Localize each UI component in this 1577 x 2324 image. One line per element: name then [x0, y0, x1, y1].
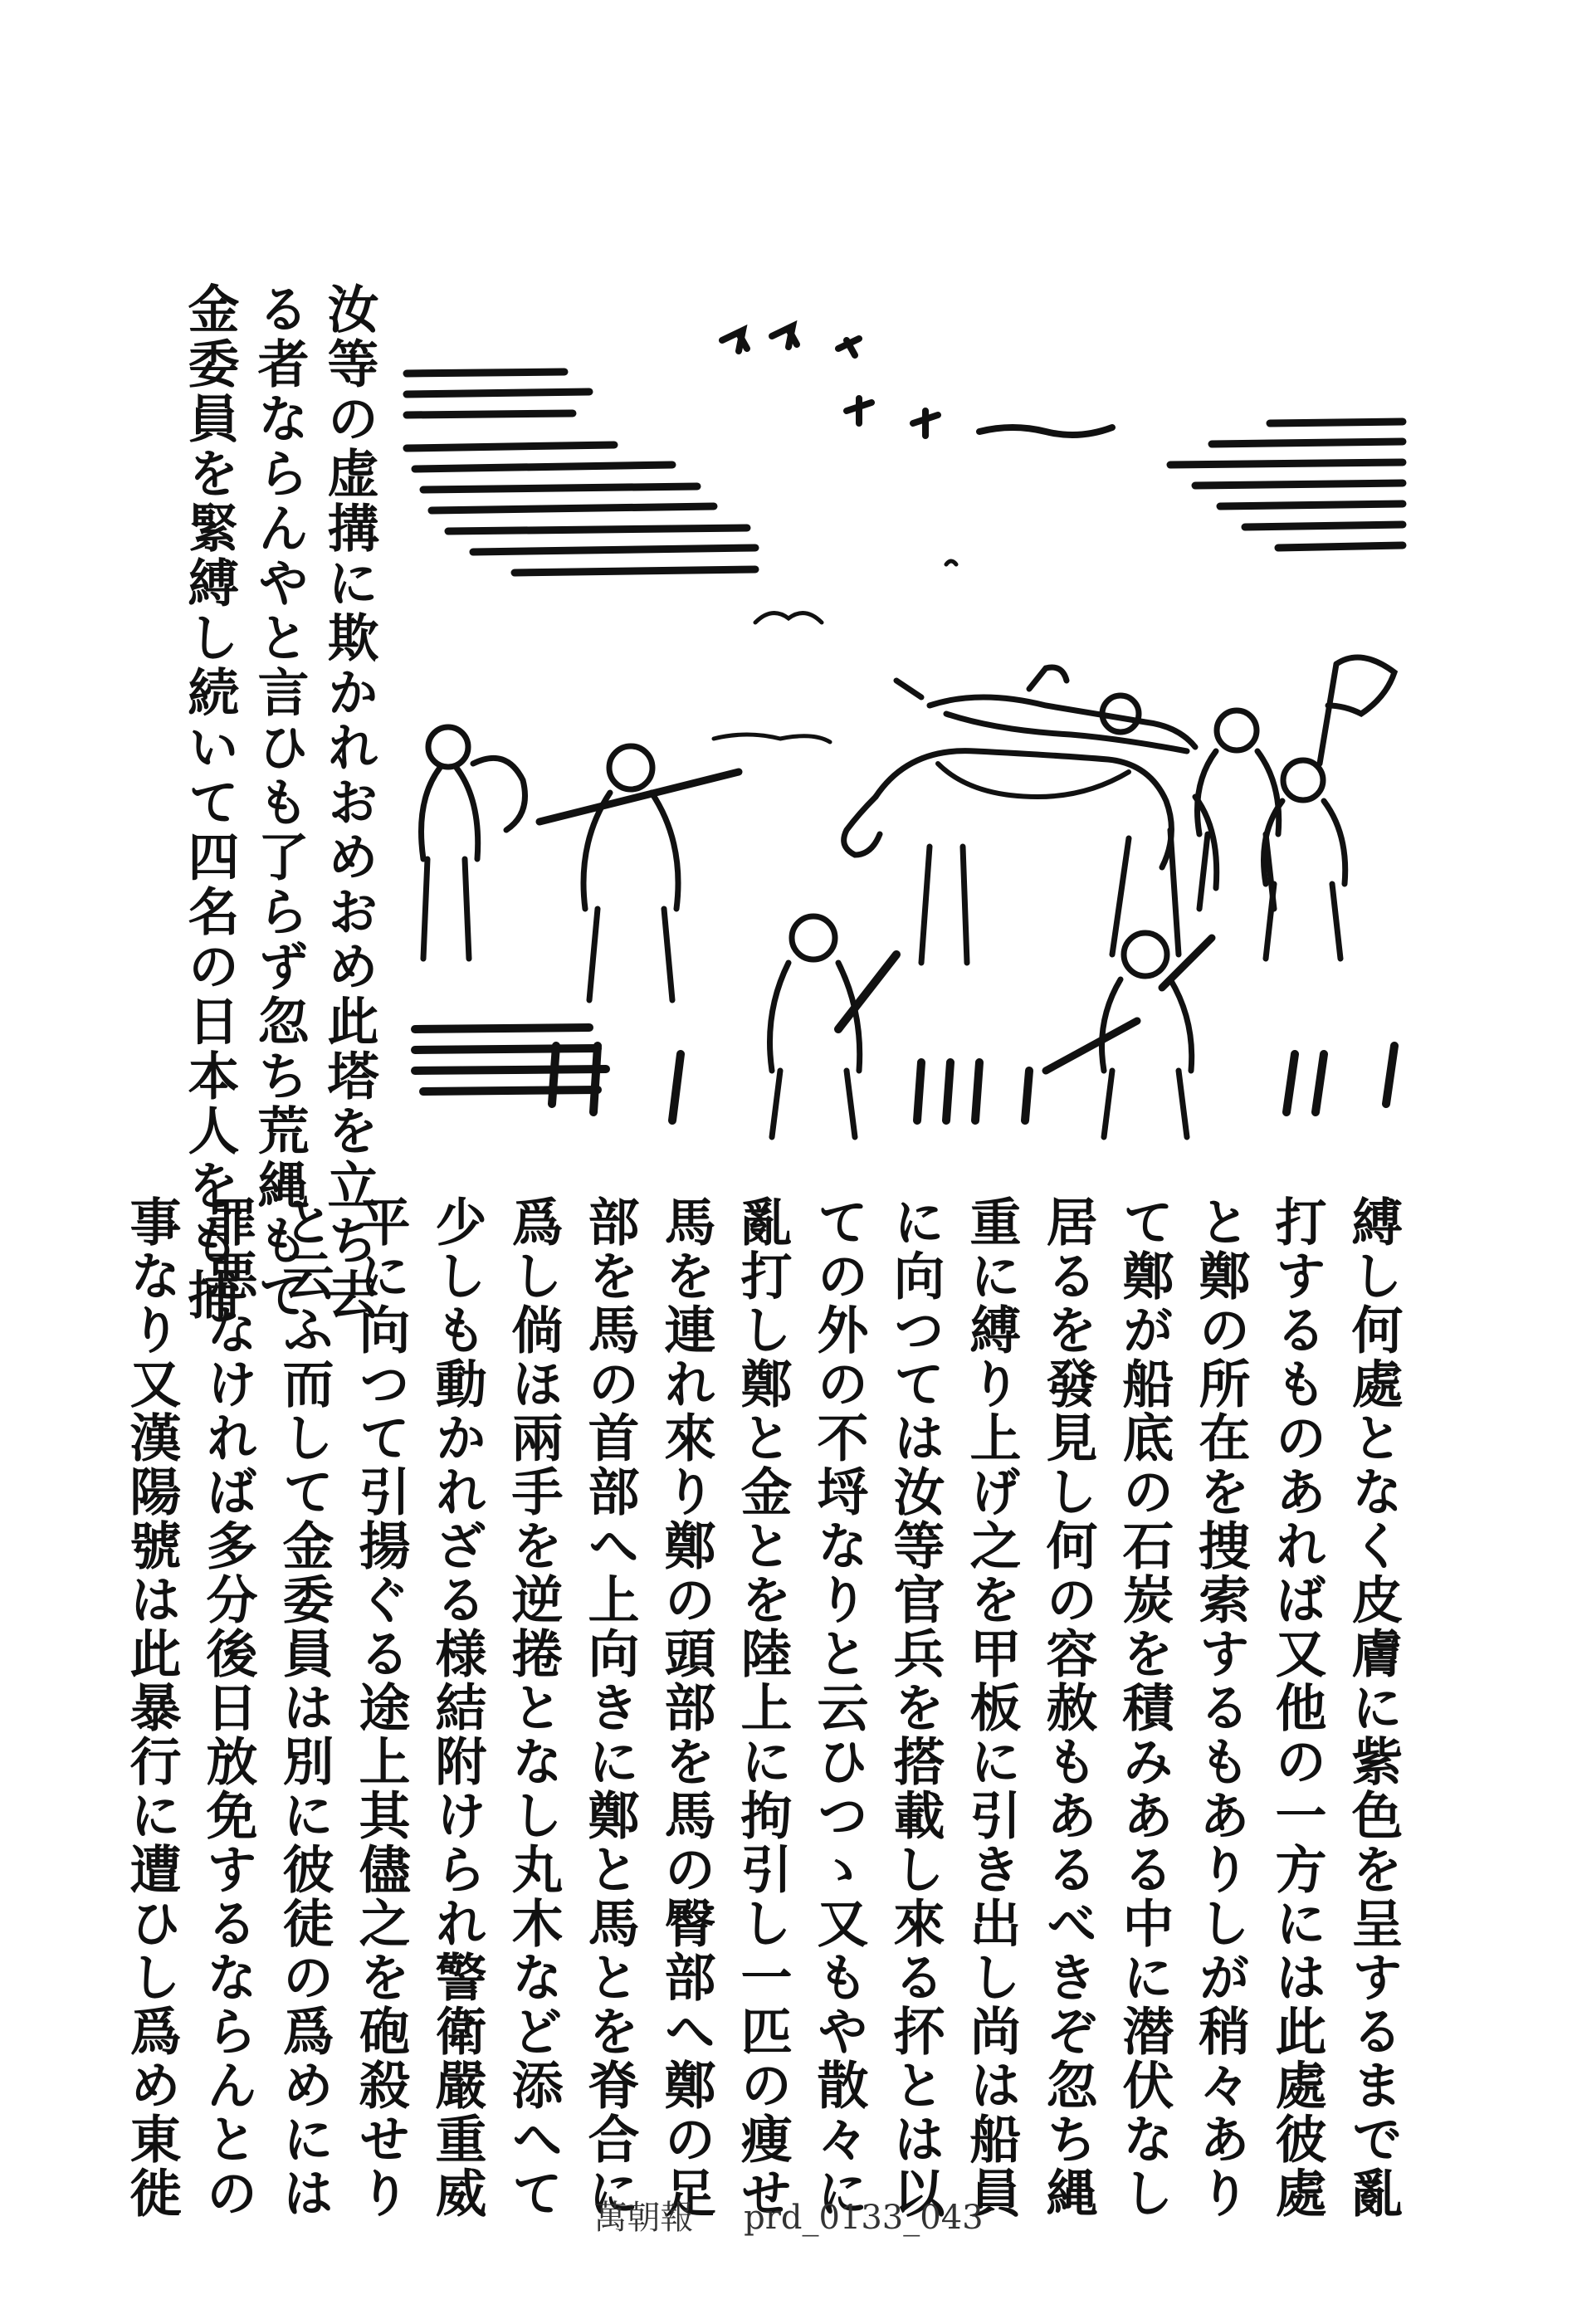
main-text-line: 重に縛り上げ之を甲板に引き出し尚は船員 — [961, 1195, 1022, 2220]
main-text-line: 罪悪なければ多分後日放免するならんとの — [198, 1195, 258, 2220]
main-text-line: 馬を連れ來り鄭の頭部を馬の臀部へ鄭の足 — [656, 1195, 716, 2220]
main-text-line: 打するものあれば又他の一方には此處彼處 — [1267, 1195, 1327, 2220]
ground-marks — [415, 1028, 1394, 1120]
main-text-line: に向つては汝等官兵を搭載し來る抔とは以 — [885, 1195, 945, 2220]
distant-marks — [714, 561, 956, 742]
main-text-line: て鄭が船底の石炭を積みある中に潜伏なし — [1114, 1195, 1174, 2220]
upper-text-line-2: る者ならんやと言ひも了らず忽ち荒縄もて — [249, 282, 310, 1323]
sky-streaks-left — [407, 372, 755, 573]
bound-figure — [896, 667, 1195, 751]
sky-streaks-right — [1170, 422, 1403, 548]
footer-caption — [0, 2191, 1577, 2239]
main-text-line: と云ふ而して金委員は別に彼徒の爲めには — [274, 1195, 334, 2220]
figure-center-rifle — [770, 916, 897, 1137]
main-text-line: 事なり又漢陽號は此暴行に遭ひし爲め東徙 — [121, 1195, 182, 2220]
publication-name: 萬朝報 — [593, 2199, 694, 2237]
main-text-line: 亂打し鄭と金とを陸上に拘引し一匹の痩せ — [732, 1195, 793, 2220]
horse — [844, 751, 1217, 963]
birds — [722, 326, 1112, 436]
main-text-line: と鄭の所在を捜索するもありしが稍々あり — [1190, 1195, 1251, 2220]
page-code: prd_0133_043 — [744, 2199, 984, 2237]
figure-with-pole — [540, 746, 739, 1000]
upper-text-line-1: 汝等の虚搆に欺かれおめおめ此塔を立ち去 — [319, 282, 379, 1323]
main-text-line: ての外の不埒なりと云ひつゝ又もや散々に — [808, 1195, 869, 2220]
figure-right-rifle — [1046, 933, 1212, 1137]
main-text-line: 爲し倘ほ兩手を逆捲となし丸木など添へて — [503, 1195, 564, 2220]
upper-text-column — [174, 282, 383, 1323]
main-text-line: 縛し何處となく皮膚に紫色を呈するまで亂 — [1343, 1195, 1404, 2220]
flag — [1320, 657, 1394, 764]
main-text-line: 部を馬の首部へ上向きに鄭と馬とを脊合に — [579, 1195, 640, 2220]
figure-left-porter — [422, 727, 525, 959]
main-text-line: 居るを發見し何の容赦もあるべきぞ忽ち縄 — [1038, 1195, 1098, 2220]
upper-text-line-3: 金委員を緊縛し続いて四名の日本人をも捕 — [179, 282, 240, 1323]
main-text-line: 平に向つて引揚ぐる途上其儘之を砲殺せり — [350, 1195, 411, 2220]
main-text-line: 少しも動かれざる様結附けられ警衛嚴重威 — [427, 1195, 487, 2220]
illustration — [398, 299, 1419, 1137]
